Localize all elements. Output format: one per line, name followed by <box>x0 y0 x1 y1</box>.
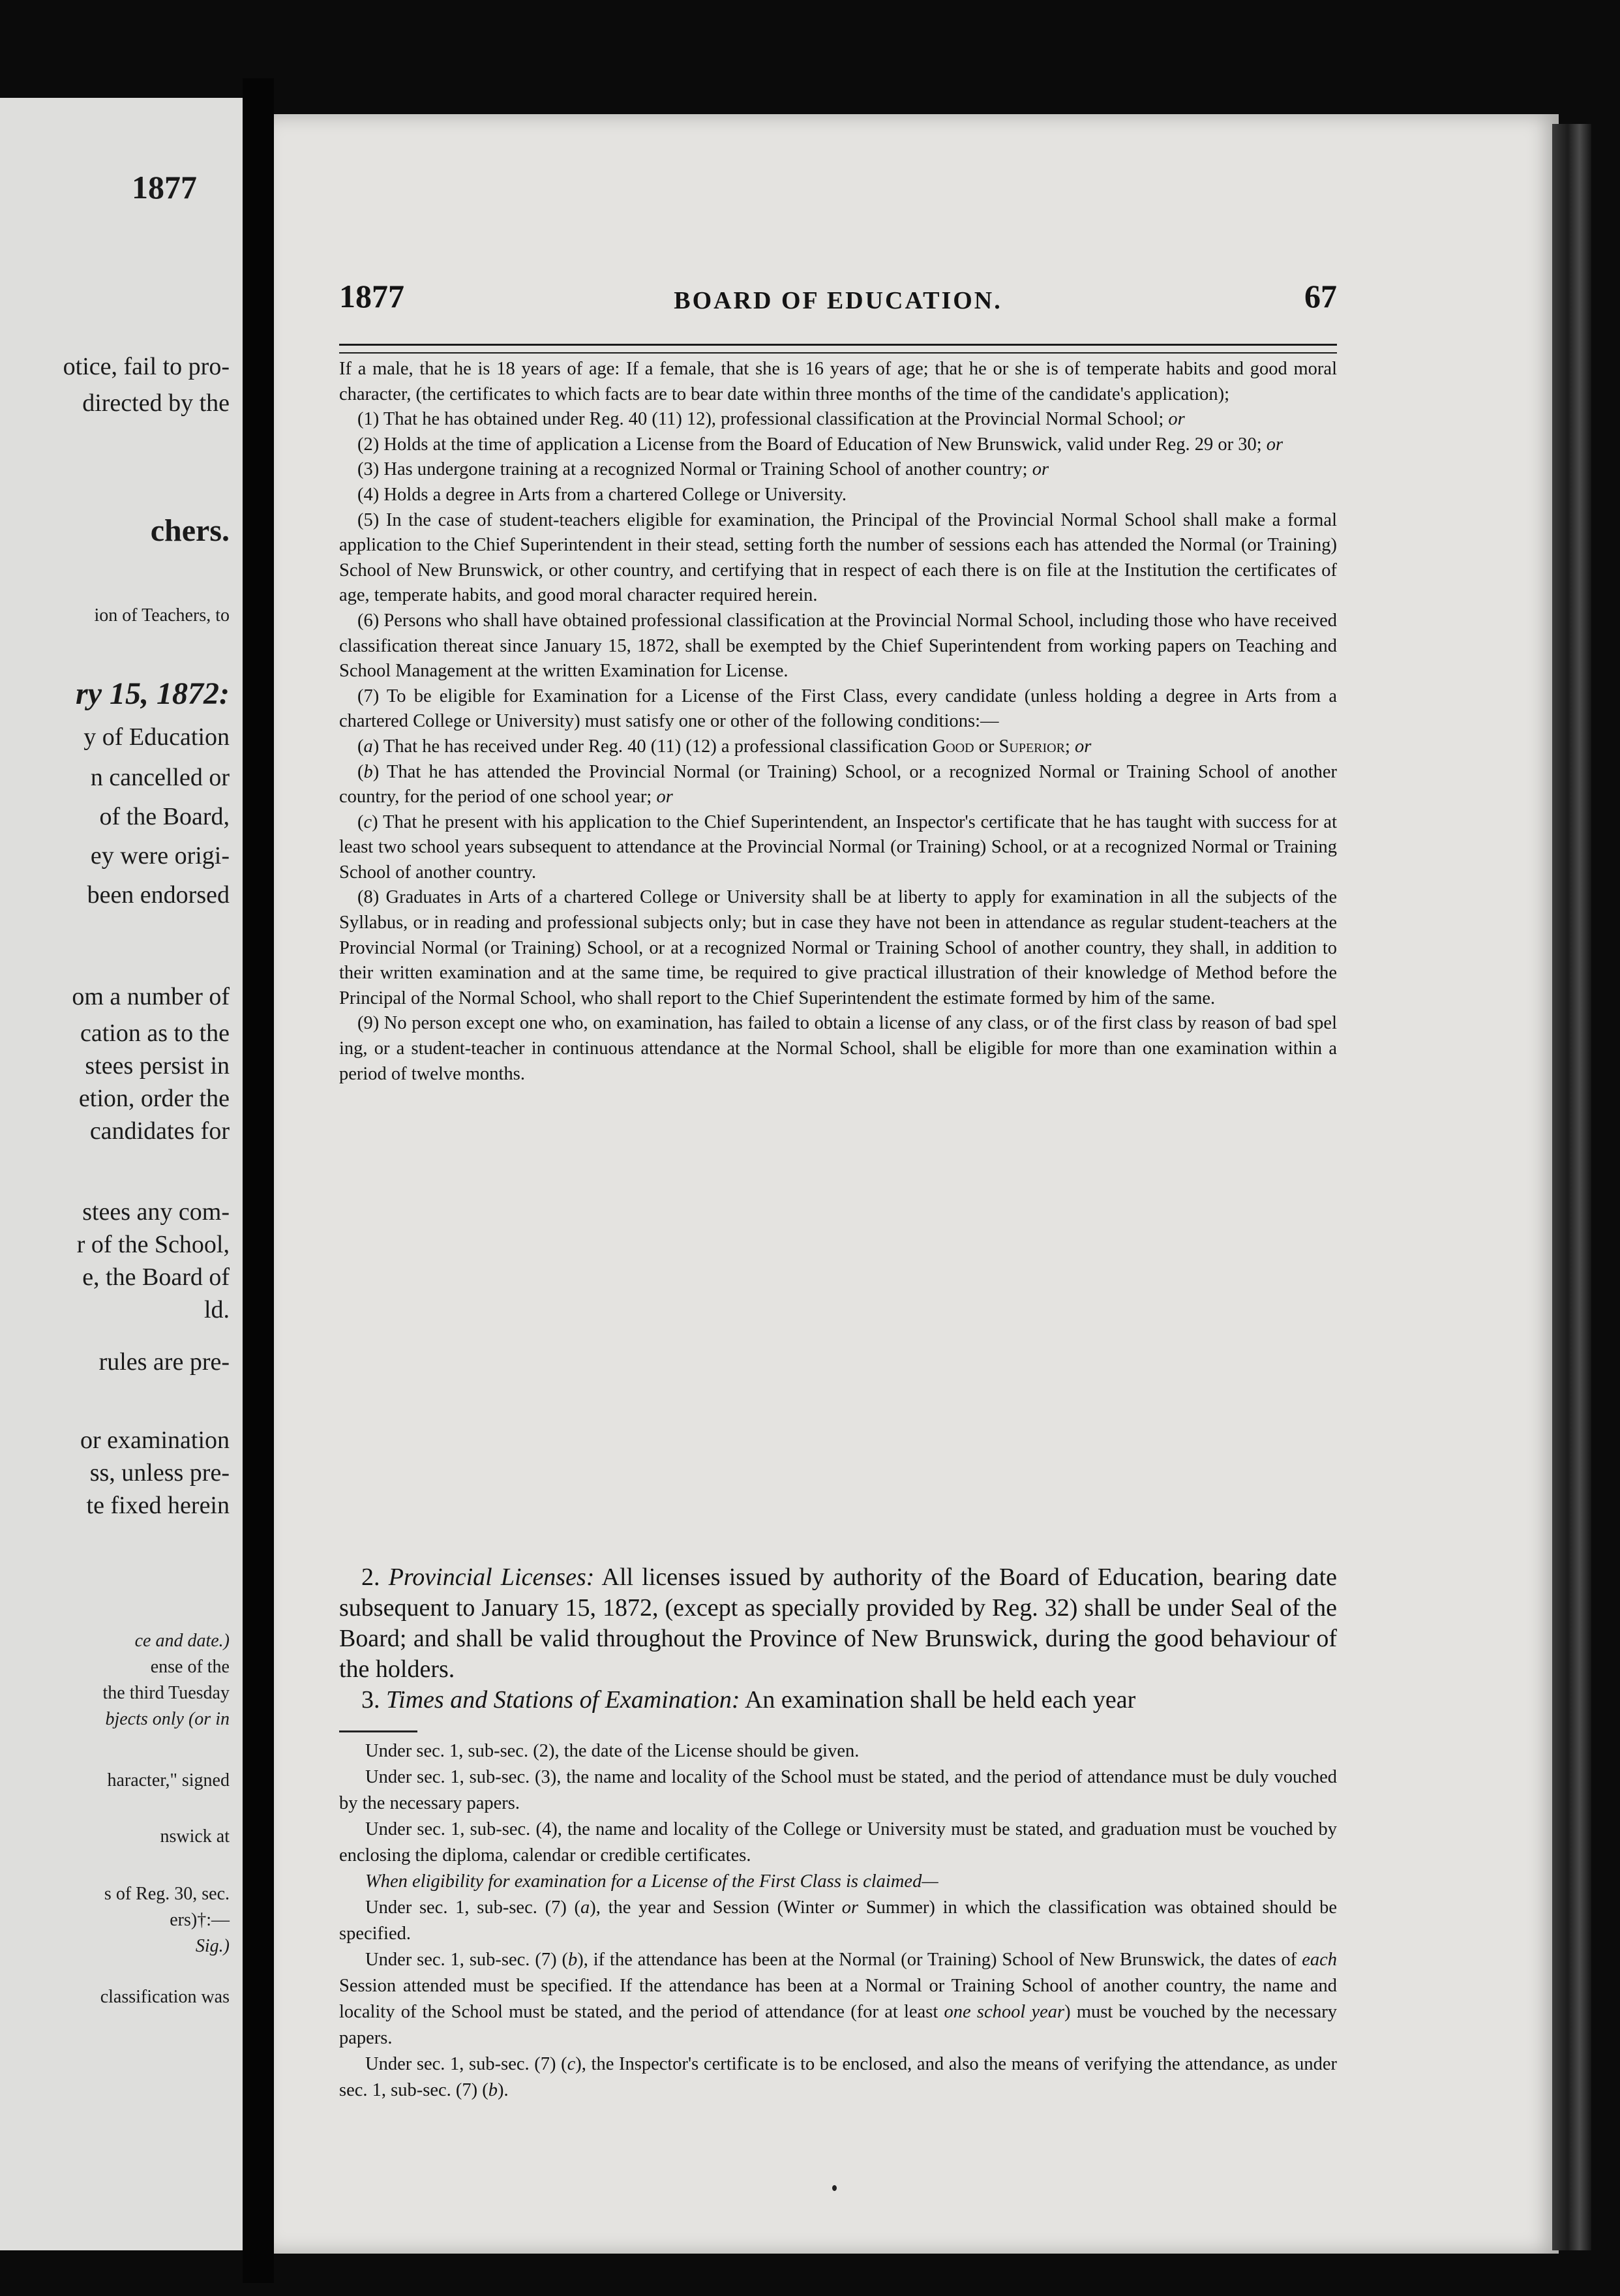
left-page-line: rules are pre- <box>98 1348 230 1376</box>
left-page-line: ey were origi- <box>90 842 230 869</box>
left-page-line: otice, fail to pro- <box>63 353 230 380</box>
left-page-line: te fixed herein <box>86 1492 230 1519</box>
left-page-line: y of Education <box>83 723 230 751</box>
left-page-line: nswick at <box>160 1826 230 1847</box>
book-gutter <box>243 78 274 2283</box>
left-page-line: Sig.) <box>195 1936 230 1956</box>
page-edge-shadow <box>1552 124 1591 2250</box>
regulation-paragraph: (b) That he has attended the Provincial Normal (or Training) School, or a recognized Normal or Training School of another country, for the period of one school year; or <box>339 761 1337 808</box>
regulation-paragraph: (5) In the case of student-teachers eligible for examination, the Principal of the Provincial Normal School shall make a formal application to the Chief Superintendent in their stead, setting forth the number of sessions each has attended the Normal (or Training) School of New Brunswick, or other country, and certifying that in respect of each there is on file at the Institution the certificates of age, temperate habits, and good moral character required herein. <box>339 509 1337 606</box>
regulation-paragraph: (4) Holds a degree in Arts from a chartered College or University. <box>357 484 847 505</box>
book-page <box>274 114 1559 2254</box>
footnotes <box>339 1738 1337 2104</box>
left-page-line: classification was <box>100 1987 230 2007</box>
regulation-paragraph: (7) To be eligible for Examination for a License of the First Class, every candidate (unless holding a degree in Arts from a chartered College or University) must satisfy one or other of the following conditions:— <box>339 686 1337 732</box>
regulation-paragraph: (8) Graduates in Arts of a chartered College or University shall be at liberty to apply for examination in all the subjects of the Syllabus, or in reading and professional subjects only; but in case they have not been in attendance as regular student-teachers at the Provincial Normal (or Training) School, or at a recognized Normal or Training School of another country, they shall, in addition to their written examination and at the same time, be required to give practical illustration of their knowledge of Method before the Principal of the Normal School, who shall report to the Chief Superintendent the estimate formed by him of the same. <box>339 887 1337 1008</box>
regulation-paragraph: (c) That he present with his application to the Chief Superintendent, an Inspector's certificate that he has taught with success for at least two school years subsequent to attendance at the Provincial Normal (or Training) School, or at a recognized Normal or Training School of another country. <box>339 811 1337 883</box>
footnote: Under sec. 1, sub-sec. (7) (c), the Inspector's certificate is to be enclosed, and also the means of verifying the attendance, as under sec. 1, sub-sec. (7) (b). <box>339 2054 1337 2100</box>
left-page-line: etion, order the <box>78 1085 230 1112</box>
left-page-line: stees persist in <box>85 1052 230 1080</box>
regulation-paragraph: (6) Persons who shall have obtained professional classification at the Provincial Normal School, including those who have received classification thereat since January 15, 1872, shall be exempted by the Chief Superintendent from working papers on Teaching and School Management at the written Examination for License. <box>339 610 1337 682</box>
left-page-line: ss, unless pre- <box>89 1459 230 1487</box>
section-paragraph: 2. Provincial Licenses: All licenses issued by authority of the Board of Education, bearing date subsequent to January 15, 1872, (except as specially provided by Reg. 32) shall be under Seal of the Board; and shall be valid throughout the Province of New Brunswick, during the good behaviour of the holders. <box>339 1563 1338 1683</box>
left-page-line: cation as to the <box>80 1020 230 1047</box>
left-page-line: or examination <box>80 1427 230 1454</box>
footnote: Under sec. 1, sub-sec. (4), the name and locality of the College or University must be stated, and graduation must be vouched by enclosing the diploma, calendar or credible certificates. <box>339 1819 1337 1865</box>
left-page-line: chers. <box>150 513 230 548</box>
regulation-paragraph: (a) That he has received under Reg. 40 (11) (12) a professional classification Good or Superior; or <box>357 736 1092 757</box>
print-speck <box>832 2185 837 2191</box>
left-page-line: directed by the <box>82 389 230 417</box>
left-page-line: of the Board, <box>99 803 230 830</box>
footnote: Under sec. 1, sub-sec. (7) (b), if the attendance has been at the Normal (or Training) School of New Brunswick, the dates of each Session attended must be specified. If the attendance has been at a Normal or Training School of another country, the name and locality of the School must be stated, and the period of attendance (for at least one school year) must be vouched by the necessary papers. <box>339 1950 1338 2048</box>
regulation-paragraph: (1) That he has obtained under Reg. 40 (11) 12), professional classification at the Provincial Normal School; or <box>357 409 1185 430</box>
left-page-line: ense of the <box>150 1657 230 1677</box>
left-page-fragment <box>0 98 243 2250</box>
left-page-line: ion of Teachers, to <box>94 605 230 626</box>
left-page-line: bjects only (or in <box>105 1709 230 1729</box>
left-page-line: been endorsed <box>87 881 230 909</box>
footnote: Under sec. 1, sub-sec. (2), the date of the License should be given. <box>365 1741 860 1761</box>
left-page-line: ry 15, 1872: <box>76 676 230 711</box>
left-page-line: the third Tuesday <box>102 1683 230 1703</box>
section-paragraph: 3. Times and Stations of Examination: An examination shall be held each year <box>361 1686 1136 1714</box>
running-head-year: 1877 <box>339 278 404 314</box>
left-page-line: e, the Board of <box>82 1263 230 1291</box>
left-page-line: ers)†:— <box>170 1910 230 1930</box>
left-page-line: om a number of <box>72 983 230 1010</box>
regulation-main-text <box>339 1562 1337 1715</box>
regulation-paragraph: If a male, that he is 18 years of age: If a female, that she is 16 years of age; that he or she is of temperate habits and good moral character, (the certificates to which facts are to bear date within three months of the time of the candidate's application); <box>339 359 1337 404</box>
left-page-line: ce and date.) <box>134 1631 230 1651</box>
left-page-line: ld. <box>203 1296 230 1323</box>
footnote-rule <box>339 1730 417 1732</box>
left-page-line: candidates for <box>89 1117 230 1145</box>
left-page-line: s of Reg. 30, sec. <box>104 1884 230 1904</box>
left-page-text <box>0 98 243 2250</box>
regulation-paragraph: (2) Holds at the time of application a License from the Board of Education of New Brunswick, valid under Reg. 29 or 30; or <box>357 434 1283 455</box>
left-page-line: stees any com- <box>82 1198 230 1226</box>
left-page-year: 1877 <box>132 169 197 205</box>
footnote: Under sec. 1, sub-sec. (3), the name and locality of the School must be stated, and the period of attendance must be duly vouched by the necessary papers. <box>339 1767 1337 1813</box>
footnote: When eligibility for examination for a License of the First Class is claimed— <box>365 1871 938 1892</box>
page-number: 67 <box>1304 278 1337 314</box>
left-page-line: r of the School, <box>76 1231 230 1258</box>
running-head <box>339 277 1337 323</box>
regulation-paragraph: (9) No person except one who, on examination, has failed to obtain a license of any class, or of the first class by reason of bad spel ing, or a student-teacher in continuous attendance at the Normal School, shall be eligible for more than one examination within a period of twelve months. <box>339 1013 1337 1084</box>
left-page-line: haracter," signed <box>107 1770 230 1790</box>
running-head-title: BOARD OF EDUCATION. <box>674 287 1002 314</box>
regulation-small-print <box>339 357 1337 1087</box>
left-page-line: n cancelled or <box>90 764 230 791</box>
header-double-rule <box>339 344 1337 354</box>
regulation-paragraph: (3) Has undergone training at a recognized Normal or Training School of another country; or <box>357 459 1049 480</box>
footnote: Under sec. 1, sub-sec. (7) (a), the year and Session (Winter or Summer) in which the classification was obtained should be specified. <box>339 1897 1337 1944</box>
